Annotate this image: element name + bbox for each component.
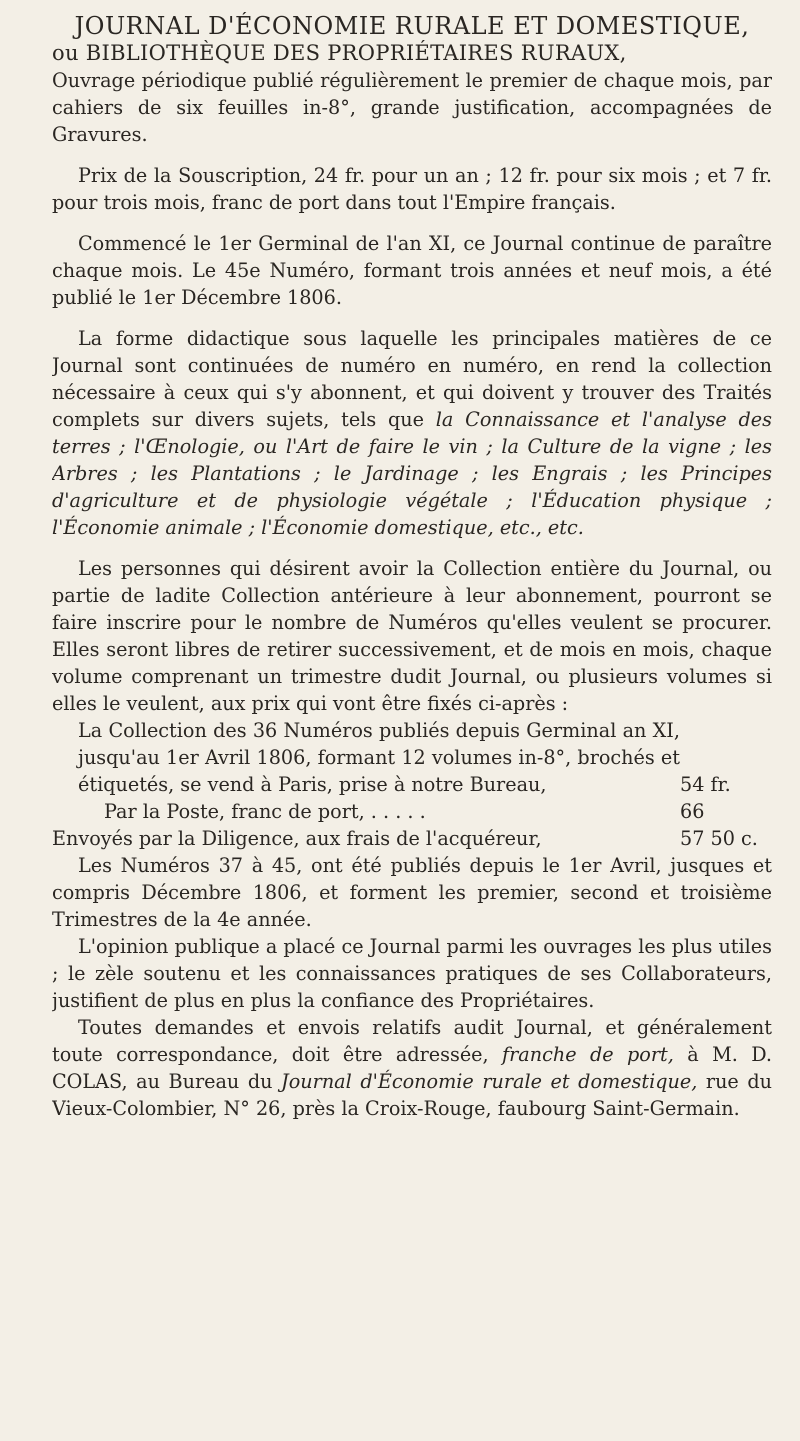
journal-name-italic: Journal d'Économie rurale et domestique, (281, 1070, 698, 1093)
diligence-price: 57 50 c. (680, 827, 758, 850)
journal-subtitle: ou BIBLIOTHÈQUE DES PROPRIÉTAIRES RURAUX, (52, 41, 627, 65)
intro-paragraph: Ouvrage périodique publié régulièrement le premier de chaque mois, par cahiers de six feuilles in-8°, grande justification, accompagnées de Gravures. (52, 69, 772, 146)
treatise-list: la Connaissance et l'analyse des terres ; l'Œnologie, ou l'Art de faire le vin ; la Culture de la vigne ; les Arbres ; les Plantations ; le Jardinage ; les Engrais ; les Principes d'agriculture et de physiologie végétale ; l'Éducation physique ; l'Économie animale ; l'Économie domestique, etc., etc. (52, 408, 772, 539)
collection-paragraph: Les personnes qui désirent avoir la Collection entière du Journal, ou partie de ladite Collection antérieure à leur abonnement, pourront se faire inscrire pour le nombre de Numéros qu'elles veulent se procurer. Elles seront libres de retirer successivement, et de mois en mois, chaque volume comprenant un trimestre dudit Journal, ou plusieurs volumes si elles le veulent, aux prix qui vont être fixés ci-après : (52, 557, 772, 715)
poste-label: Par la Poste, franc de port, . . . . . (104, 800, 426, 823)
didactic-form-paragraph (52, 325, 772, 541)
prospectus-page (52, 12, 772, 1432)
public-opinion-paragraph: L'opinion publique a placé ce Journal parmi les ouvrages les plus utiles ; le zèle soutenu et les connaissances pratiques de ses Collaborateurs, justifient de plus en plus la confiance des Propriétaires. (52, 935, 772, 1012)
price-row-diligence (52, 825, 772, 852)
correspondence-text-end: rue du Vieux-Colombier, N° 26, près la Croix-Rouge, faubourg Saint-Germain. (52, 1070, 772, 1120)
correspondence-paragraph (52, 1014, 772, 1122)
price-row-collection (52, 717, 772, 798)
collection-price: 54 fr. (680, 773, 731, 796)
subscription-price-paragraph: Prix de la Souscription, 24 fr. pour un an ; 12 fr. pour six mois ; et 7 fr. pour trois mois, franc de port dans tout l'Empire français. (52, 164, 772, 214)
poste-price: 66 (680, 800, 705, 823)
price-row-poste (52, 798, 772, 825)
collection-label: La Collection des 36 Numéros publiés depuis Germinal an XI, jusqu'au 1er Avril 1806, formant 12 volumes in-8°, brochés et étiquetés, se vend à Paris, prise à notre Bureau, (78, 719, 680, 796)
didactic-form-text: La forme didactique sous laquelle les principales matières de ce Journal sont continuées de numéro en numéro, en rend la collection nécessaire à ceux qui s'y abonnent, et qui doivent y trouver des Traités complets sur divers sujets, tels que (52, 327, 772, 431)
correspondence-text-start: Toutes demandes et envois relatifs audit Journal, et généralement toute correspondance, doit être adressée, (52, 1016, 772, 1066)
start-date-paragraph: Commencé le 1er Germinal de l'an XI, ce Journal continue de paraître chaque mois. Le 45e Numéro, formant trois années et neuf mois, a été publié le 1er Décembre 1806. (52, 232, 772, 309)
franche-de-port: franche de port, (502, 1043, 674, 1066)
journal-title: JOURNAL D'ÉCONOMIE RURALE ET DOMESTIQUE, (74, 12, 750, 40)
correspondence-text-mid: à M. D. COLAS, au Bureau du (52, 1043, 772, 1093)
diligence-label: Envoyés par la Diligence, aux frais de l'acquéreur, (52, 827, 542, 850)
numbers-paragraph: Les Numéros 37 à 45, ont été publiés depuis le 1er Avril, jusques et compris Décembre 1806, et forment les premier, second et troisième Trimestres de la 4e année. (52, 854, 772, 931)
